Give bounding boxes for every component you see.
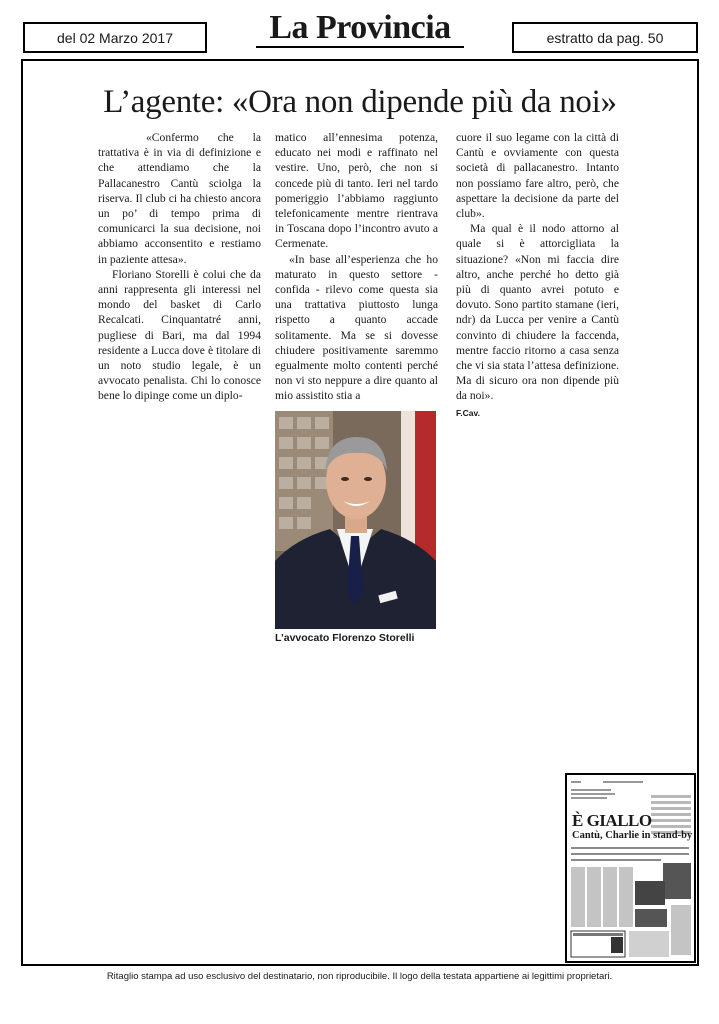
photo-caption: L’avvocato Florenzo Storelli — [275, 632, 415, 644]
paragraph: «In base all’esperienza che ho maturato in questo settore - confida - rilevo come questa sia una trattativa piuttosto lunga rispetto a quanto accade solitamente. Ma se si dovesse chiudere positivamente saremmo egualmente molto contenti perché non vi sto neppure a dire quanto al mio assistito stia a — [275, 252, 438, 403]
page-thumbnail — [565, 773, 696, 963]
thumbnail-layout-illustration — [567, 775, 694, 961]
article-column-3 — [456, 130, 619, 421]
page-reference-text: estratto da pag. 50 — [546, 29, 664, 46]
date-box — [23, 22, 207, 53]
thumbnail-subtitle: Cantù, Charlie in stand-by — [572, 830, 693, 841]
date-text: del 02 Marzo 2017 — [57, 29, 173, 46]
thumbnail-title: È GIALLO — [572, 811, 652, 830]
masthead-rule — [256, 46, 464, 48]
masthead-logo: La Provincia — [269, 9, 451, 46]
article-headline: L’agente: «Ora non dipende più da noi» — [103, 84, 617, 120]
page-reference-box — [512, 22, 698, 53]
portrait-photo — [275, 411, 436, 629]
paragraph: «Confermo che la trattativa è in via di definizione e che attendiamo che la Pallacanestro Cantù sciolga la riserva. Il club ci ha chiesto ancora un po’ di tempo prima di comunicarci la sua decisione, noi abbiamo acconsentito e restiamo in paziente attesa». — [98, 131, 261, 266]
paragraph: matico all’ennesima potenza, educato nei modi e raffinato nel vestire. Uno, però, che non si concede più di tanto. Ieri nel tardo pomeriggio l’abbiamo raggiunto telefonicamente mentre rientrava in Toscana dopo l’incontro avuto a Cermenate. — [275, 131, 438, 251]
author-signature: F.Cav. — [456, 407, 480, 418]
paragraph: Floriano Storelli è colui che da anni rappresenta gli interessi nel mondo del basket di Carlo Recalcati. Cinquantatré anni, pugliese di Bari, ma dal 1994 residente a Lucca dove è titolare di un noto studio legale, è un avvocato penalista. Chi lo conosce bene lo dipinge come un diplo- — [98, 267, 261, 403]
copyright-footer: Ritaglio stampa ad uso esclusivo del destinatario, non riproducibile. Il logo della testata appartiene ai legittimi proprietari. — [106, 971, 613, 982]
portrait-illustration — [275, 411, 436, 629]
article-column-2 — [275, 130, 438, 404]
paragraph: Ma qual è il nodo attorno al quale si è attorcigliata la situazione? «Non mi faccia dire altro, anche perché ho detto già più di quanto avrei potuto e dovuto. Sono partito stamane (ieri, ndr) da Lucca per venire a Cantù convinto di chiudere la faccenda, mentre faccio ritorno a casa senza che vi sia stata l’attesa definizione. Ma di sicuro ora non dipende più da noi». — [456, 222, 619, 403]
article-column-1 — [98, 130, 261, 404]
paragraph: cuore il suo legame con la città di Cantù e ovviamente con questa società di pallacanestro. Intanto non possiamo fare altro, però, che aspettare la decisione da parte del club». — [456, 131, 619, 221]
